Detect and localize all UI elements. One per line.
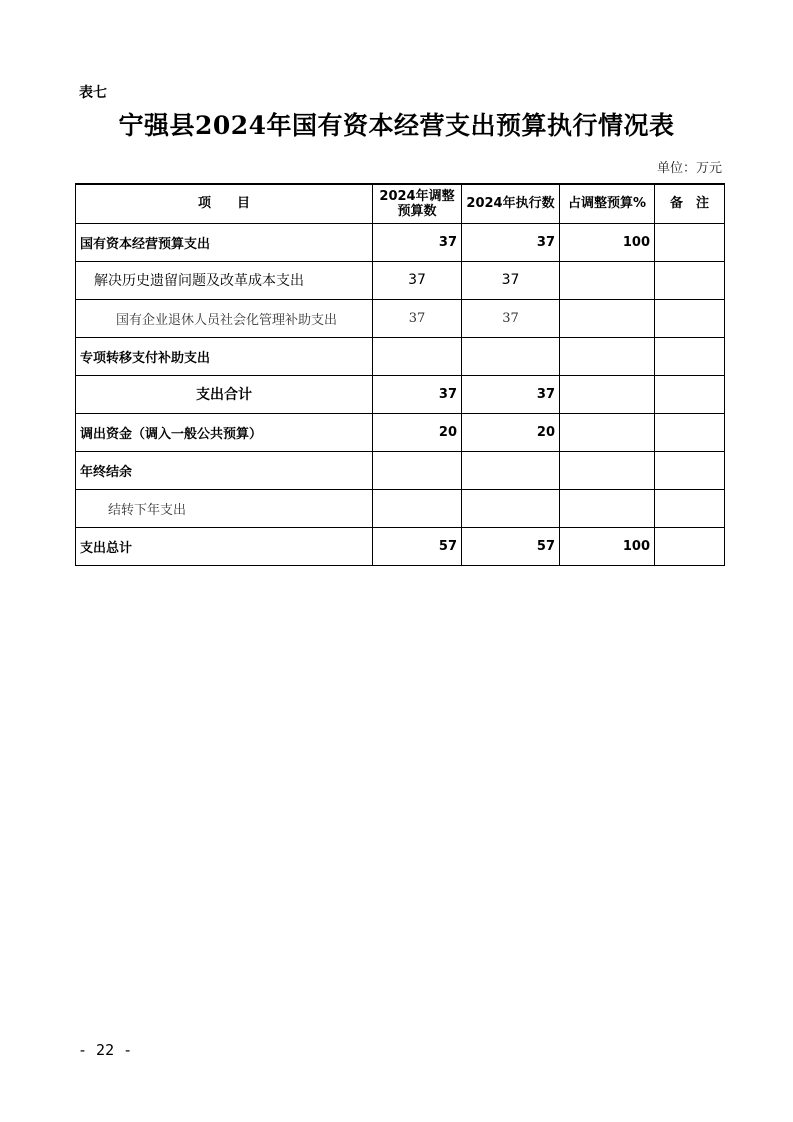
header-ratio: 占调整预算% <box>560 184 655 223</box>
header-adjusted-budget: 2024年调整预算数 <box>373 184 462 223</box>
row-item: 解决历史遗留问题及改革成本支出 <box>76 261 373 299</box>
row-ratio <box>560 261 655 299</box>
row-executed: 57 <box>462 527 560 565</box>
row-item: 专项转移支付补助支出 <box>76 337 373 375</box>
table-number: 表七 <box>79 85 107 101</box>
row-executed: 37 <box>462 299 560 337</box>
row-remark <box>655 375 725 413</box>
row-ratio: 100 <box>560 223 655 261</box>
row-adjusted-budget <box>373 337 462 375</box>
page-number: - 22 - <box>78 1041 133 1059</box>
row-ratio <box>560 451 655 489</box>
row-item: 国有企业退休人员社会化管理补助支出 <box>76 299 373 337</box>
row-remark <box>655 299 725 337</box>
table-header-row <box>76 184 725 223</box>
row-executed: 37 <box>462 261 560 299</box>
row-remark <box>655 413 725 451</box>
table-row <box>76 223 725 261</box>
row-executed: 20 <box>462 413 560 451</box>
row-adjusted-budget <box>373 489 462 527</box>
row-remark <box>655 337 725 375</box>
row-remark <box>655 451 725 489</box>
row-item: 年终结余 <box>76 451 373 489</box>
table-row <box>76 299 725 337</box>
row-adjusted-budget <box>373 451 462 489</box>
table-row <box>76 489 725 527</box>
row-item: 调出资金（调入一般公共预算） <box>76 413 373 451</box>
row-executed <box>462 489 560 527</box>
row-ratio <box>560 337 655 375</box>
document-title: 宁强县2024年国有资本经营支出预算执行情况表 <box>118 111 675 140</box>
table-row <box>76 337 725 375</box>
row-remark <box>655 527 725 565</box>
row-executed: 37 <box>462 223 560 261</box>
row-ratio <box>560 375 655 413</box>
row-ratio <box>560 413 655 451</box>
row-remark <box>655 261 725 299</box>
row-item: 支出总计 <box>76 527 373 565</box>
row-adjusted-budget: 20 <box>373 413 462 451</box>
row-ratio <box>560 299 655 337</box>
table-row <box>76 527 725 565</box>
table-row <box>76 375 725 413</box>
header-executed: 2024年执行数 <box>462 184 560 223</box>
table-row <box>76 261 725 299</box>
row-adjusted-budget: 37 <box>373 299 462 337</box>
header-remark: 备 注 <box>655 184 725 223</box>
row-item: 国有资本经营预算支出 <box>76 223 373 261</box>
row-adjusted-budget: 37 <box>373 261 462 299</box>
header-item: 项 目 <box>76 184 373 223</box>
row-remark <box>655 223 725 261</box>
row-adjusted-budget: 37 <box>373 375 462 413</box>
table-row <box>76 413 725 451</box>
row-executed <box>462 451 560 489</box>
row-executed: 37 <box>462 375 560 413</box>
unit-label: 单位：万元 <box>656 161 722 176</box>
row-ratio <box>560 489 655 527</box>
table-row <box>76 451 725 489</box>
row-executed <box>462 337 560 375</box>
row-item: 支出合计 <box>76 375 373 413</box>
row-remark <box>655 489 725 527</box>
row-item: 结转下年支出 <box>76 489 373 527</box>
row-ratio: 100 <box>560 527 655 565</box>
budget-execution-table <box>75 183 725 566</box>
row-adjusted-budget: 57 <box>373 527 462 565</box>
row-adjusted-budget: 37 <box>373 223 462 261</box>
